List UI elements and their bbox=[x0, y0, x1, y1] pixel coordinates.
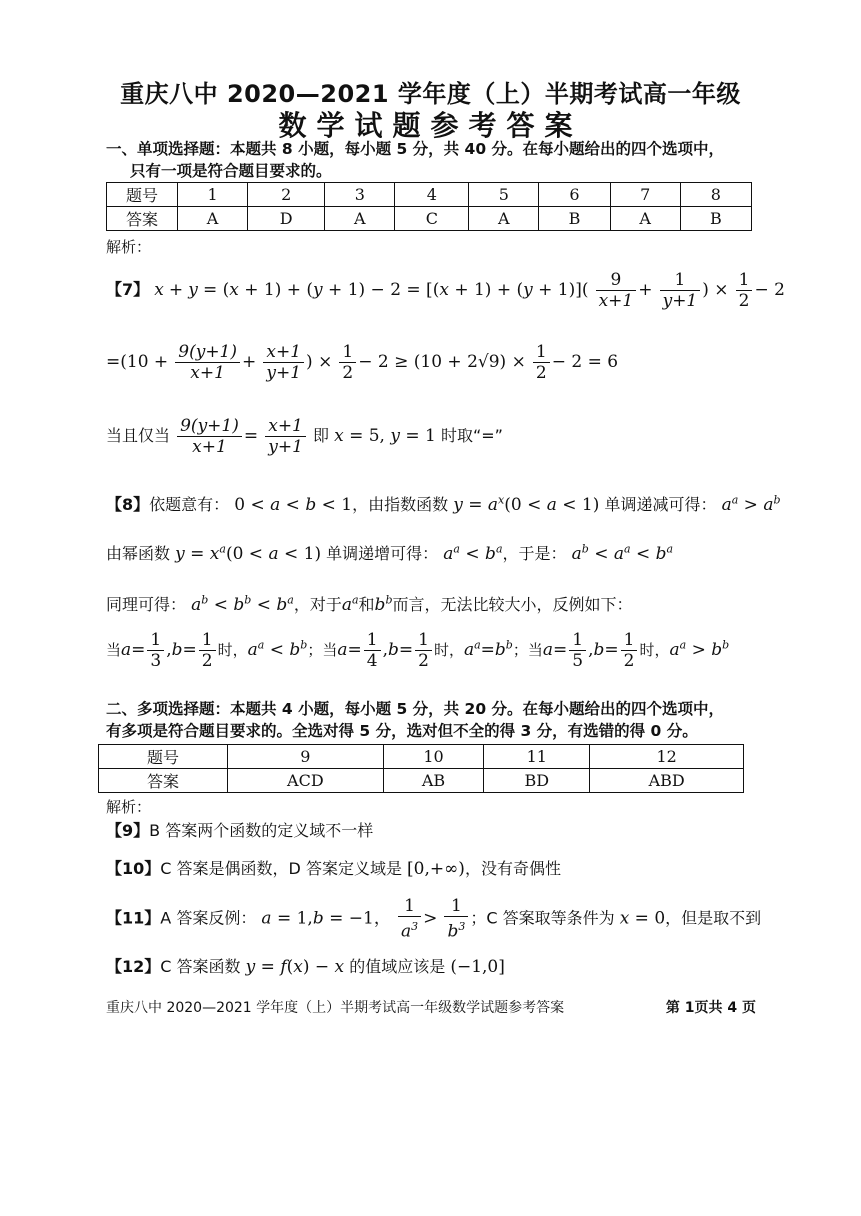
table-cell: 12 bbox=[590, 745, 744, 769]
table-cell: 6 bbox=[539, 183, 610, 207]
q10-line: 【10】C 答案是偶函数，D 答案定义域是 [0,+∞)，没有奇偶性 bbox=[106, 859, 561, 879]
table-cell: 9 bbox=[228, 745, 384, 769]
analysis-label-2: 解析： bbox=[106, 798, 152, 816]
table-cell: B bbox=[539, 207, 610, 231]
table-cell: A bbox=[610, 207, 680, 231]
answer-table-1 bbox=[106, 182, 752, 231]
table-cell: 7 bbox=[610, 183, 680, 207]
table-row bbox=[107, 183, 752, 207]
document-title: 重庆八中 2020—2021 学年度（上）半期考试高一年级 bbox=[120, 80, 741, 108]
table-cell: D bbox=[248, 207, 325, 231]
table-cell: 3 bbox=[325, 183, 395, 207]
analysis-label: 解析： bbox=[106, 238, 152, 256]
q8-line4: 当a= $\frac{1}{3}$ ,b= $\frac{1}{2}$ 时，$a^a < b^b$；当a= $\frac{1}{4}$ ,b= $\frac{1}{2}$ 时，$a^a=b^b$；当a= $\frac{1}{5}$ ,b= $\frac{1}{2}$ 时，$a^a > b^b$ bbox=[106, 630, 730, 671]
table-cell: 10 bbox=[383, 745, 484, 769]
page-number: 第 1页共 4 页 bbox=[665, 1000, 756, 1016]
section1-heading: 一、单项选择题：本题共 8 小题，每小题 5 分，共 40 分。在每小题给出的四个选项中， 只有一项是符合题目要求的。 bbox=[106, 140, 725, 180]
table-cell: C bbox=[395, 207, 469, 231]
table-row bbox=[107, 207, 752, 231]
table-cell: A bbox=[469, 207, 539, 231]
q8-line2: 由幂函数 $y = x^a(0 < a < 1)$ 单调递增可得： $a^a < b^a$，于是： $a^b < a^a < b^a$ bbox=[106, 542, 674, 564]
q7-line2: =(10 + $\frac{9(y+1)}{x+1}$ + $\frac{x+1}{y+1}$ ) × $\frac{1}{2}$ − 2 ≥ (10 + 2√9) × $\frac{1}{2}$ − 2 = 6 bbox=[106, 342, 619, 383]
q7-line3: 当且仅当 $\frac{9(y+1)}{x+1}$ = $\frac{x+1}{y+1}$ 即 x = 5, y = 1 时取“=” bbox=[106, 416, 503, 457]
q8-line1: 【8】依题意有： 0 < a < b < 1，由指数函数 $y = a^x(0 < a < 1)$ 单调递减可得： $a^a > a^b$ bbox=[106, 493, 781, 515]
q7-line1: 【7】 x + y = (x + 1) + (y + 1) − 2 = [(x + 1) + (y + 1)]( $\frac{9}{x+1}$ + $\frac{1}{y+1}$ ) × $\frac{1}{2}$ − 2 bbox=[106, 270, 785, 311]
table-cell: 4 bbox=[395, 183, 469, 207]
q12-line: 【12】C 答案函数 y = f(x) − x 的值域应该是 (−1,0] bbox=[106, 957, 505, 977]
table-cell: 题号 bbox=[99, 745, 228, 769]
table-cell: 8 bbox=[680, 183, 751, 207]
table-row bbox=[99, 769, 744, 793]
table-row bbox=[99, 745, 744, 769]
table-cell: 2 bbox=[248, 183, 325, 207]
section2-heading: 二、多项选择题：本题共 4 小题，每小题 5 分，共 20 分。在每小题给出的四个选项中， 有多项是符合题目要求的。全选对得 5 分，选对但不全的得 3 分，有选错的得 0 分。 bbox=[106, 700, 725, 740]
table-cell: 5 bbox=[469, 183, 539, 207]
document-subtitle: 数学试题参考答案 bbox=[278, 109, 583, 142]
table-cell: 答案 bbox=[99, 769, 228, 793]
q8-line3: 同理可得： $a^b < b^b < b^a$，对于$a^a$和$b^b$而言，无法比较大小，反例如下： bbox=[106, 593, 633, 615]
table-cell: A bbox=[325, 207, 395, 231]
footer-title: 重庆八中 2020—2021 学年度（上）半期考试高一年级数学试题参考答案 bbox=[106, 1000, 565, 1016]
table-cell: A bbox=[178, 207, 248, 231]
table-cell: AB bbox=[383, 769, 484, 793]
table-cell: ABD bbox=[590, 769, 744, 793]
q9-line: 【9】B 答案两个函数的定义域不一样 bbox=[106, 821, 374, 840]
page-footer bbox=[106, 997, 756, 1017]
table-cell: B bbox=[680, 207, 751, 231]
q11-line: 【11】A 答案反例： a = 1,b = −1， $\frac{1}{a^3}$ > $\frac{1}{b^3}$ ；C 答案取等条件为 x = 0，但是取不到 bbox=[106, 896, 762, 942]
table-cell: 1 bbox=[178, 183, 248, 207]
table-cell: ACD bbox=[228, 769, 384, 793]
table-cell: BD bbox=[484, 769, 590, 793]
table-cell: 题号 bbox=[107, 183, 178, 207]
answer-table-2 bbox=[98, 744, 744, 793]
table-cell: 答案 bbox=[107, 207, 178, 231]
table-cell: 11 bbox=[484, 745, 590, 769]
